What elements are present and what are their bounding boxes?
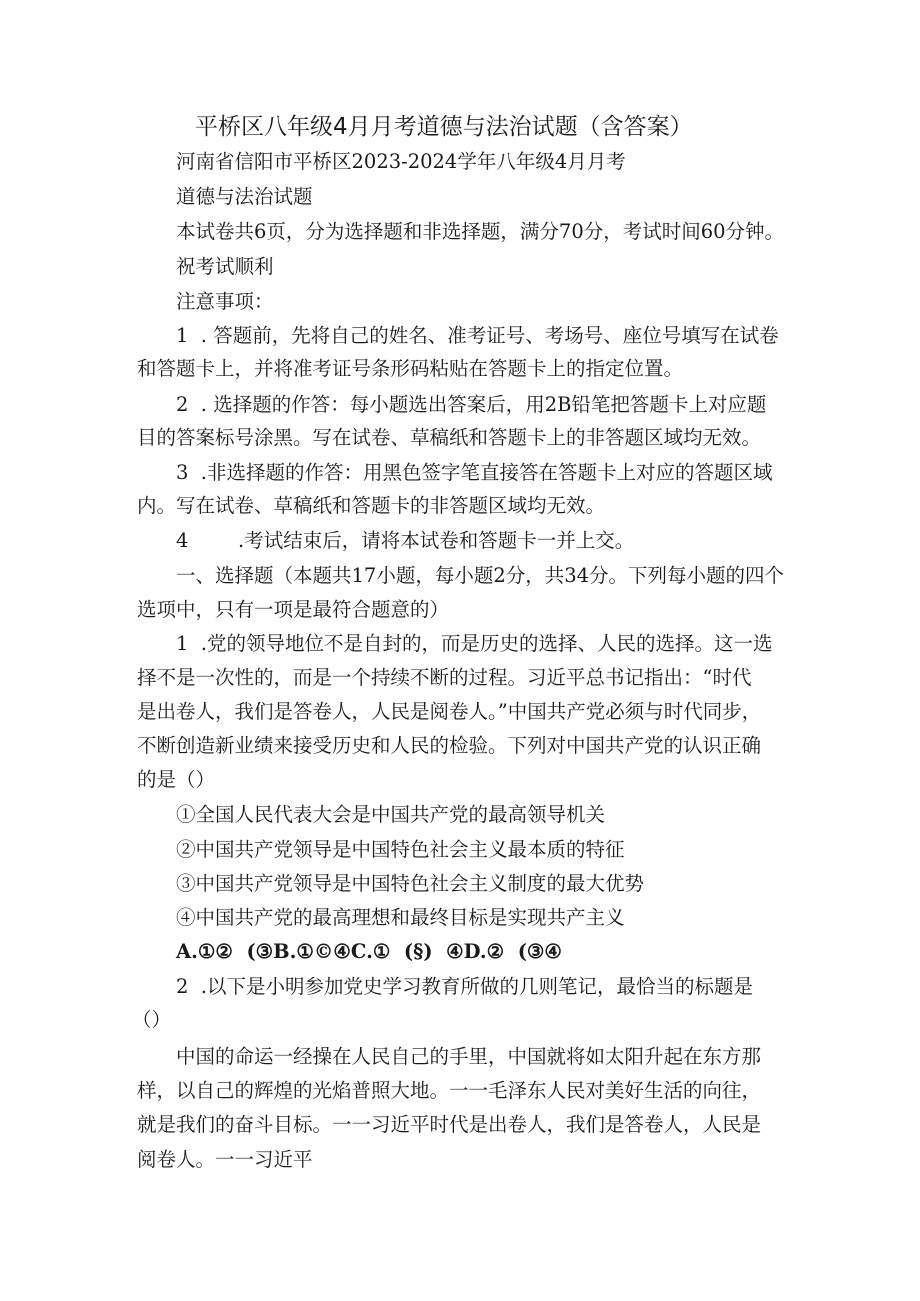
question-1-line-5: 的是（） — [137, 768, 216, 791]
notice-item-2-line-2: 目的答案标号涂黑。写在试卷、草稿纸和答题卡上的非答题区域均无效。 — [137, 426, 762, 449]
header-line-1: 河南省信阳市平桥区2023-2024学年八年级4月月考 — [176, 150, 626, 173]
page-title: 平桥区八年级4月月考道德与法治试题（含答案） — [195, 114, 693, 140]
question-2-text-line-3: 就是我们的奋斗目标。一一习近平时代是出卷人，我们是答卷人，人民是 — [137, 1113, 762, 1136]
notice-item-4: 4 .考试结束后，请将本试卷和答题卡一并上交。 — [176, 529, 635, 552]
question-2-text-line-2: 样，以自己的辉煌的光焰普照大地。一一毛泽东人民对美好生活的向往， — [137, 1079, 762, 1102]
question-2-text-line-4: 阅卷人。一一习近平 — [137, 1148, 313, 1171]
question-1-line-4: 不断创造新业绩来接受历史和人民的检验。下列对中国共产党的认识正确 — [137, 734, 762, 757]
notice-item-1-line-2: 和答题卡上，并将准考证号条形码粘贴在答题卡上的指定位置。 — [137, 357, 684, 380]
notice-item-3-line-2: 内。写在试卷、草稿纸和答题卡的非答题区域均无效。 — [137, 494, 606, 517]
header-line-2: 道德与法治试题 — [176, 185, 313, 208]
question-1-line-2: 择不是一次性的，而是一个持续不断的过程。习近平总书记指出：“时代 — [137, 666, 752, 689]
question-2-text-line-1: 中国的命运一经操在人民自己的手里，中国就将如太阳升起在东方那 — [176, 1045, 762, 1068]
section-1-line-2: 选项中，只有一项是最符合题意的） — [137, 598, 450, 621]
notice-item-2-line-1: 2 . 选择题的作答：每小题选出答案后，用2B铅笔把答题卡上对应题 — [176, 393, 767, 416]
question-1-option-3: ③中国共产党领导是中国特色社会主义制度的最大优势 — [176, 872, 645, 895]
question-2-line-1: 2 .以下是小明参加党史学习教育所做的几则笔记，最恰当的标题是 — [176, 975, 754, 998]
notice-item-3-line-1: 3 .非选择题的作答：用黑色签字笔直接答在答题卡上对应的答题区域 — [176, 461, 773, 484]
question-1-line-3: 是出卷人，我们是答卷人，人民是阅卷人。”中国共产党必须与时代同步， — [137, 700, 762, 723]
question-1-option-4: ④中国共产党的最高理想和最终目标是实现共产主义 — [176, 906, 625, 929]
question-2-line-2: （） — [132, 1008, 172, 1031]
exam-info: 本试卷共6页，分为选择题和非选择题，满分70分，考试时间60分钟。 — [176, 220, 785, 243]
notice-item-1-line-1: 1 . 答题前，先将自己的姓名、准考证号、考场号、座位号填写在试卷 — [176, 324, 779, 347]
exam-wish: 祝考试顺利 — [176, 255, 274, 278]
section-1-line-1: 一、选择题（本题共17小题，每小题2分，共34分。下列每小题的四个 — [176, 564, 785, 587]
notice-heading: 注意事项： — [176, 290, 274, 313]
question-1-line-1: 1 .党的领导地位不是自封的，而是历史的选择、人民的选择。这一选 — [176, 632, 773, 655]
question-1-choices: A.①② (③B.①©④C.① (§) ④D.② (③④ — [176, 940, 562, 963]
question-1-option-2: ②中国共产党领导是中国特色社会主义最本质的特征 — [176, 838, 625, 861]
question-1-option-1: ①全国人民代表大会是中国共产党的最高领导机关 — [176, 803, 606, 826]
